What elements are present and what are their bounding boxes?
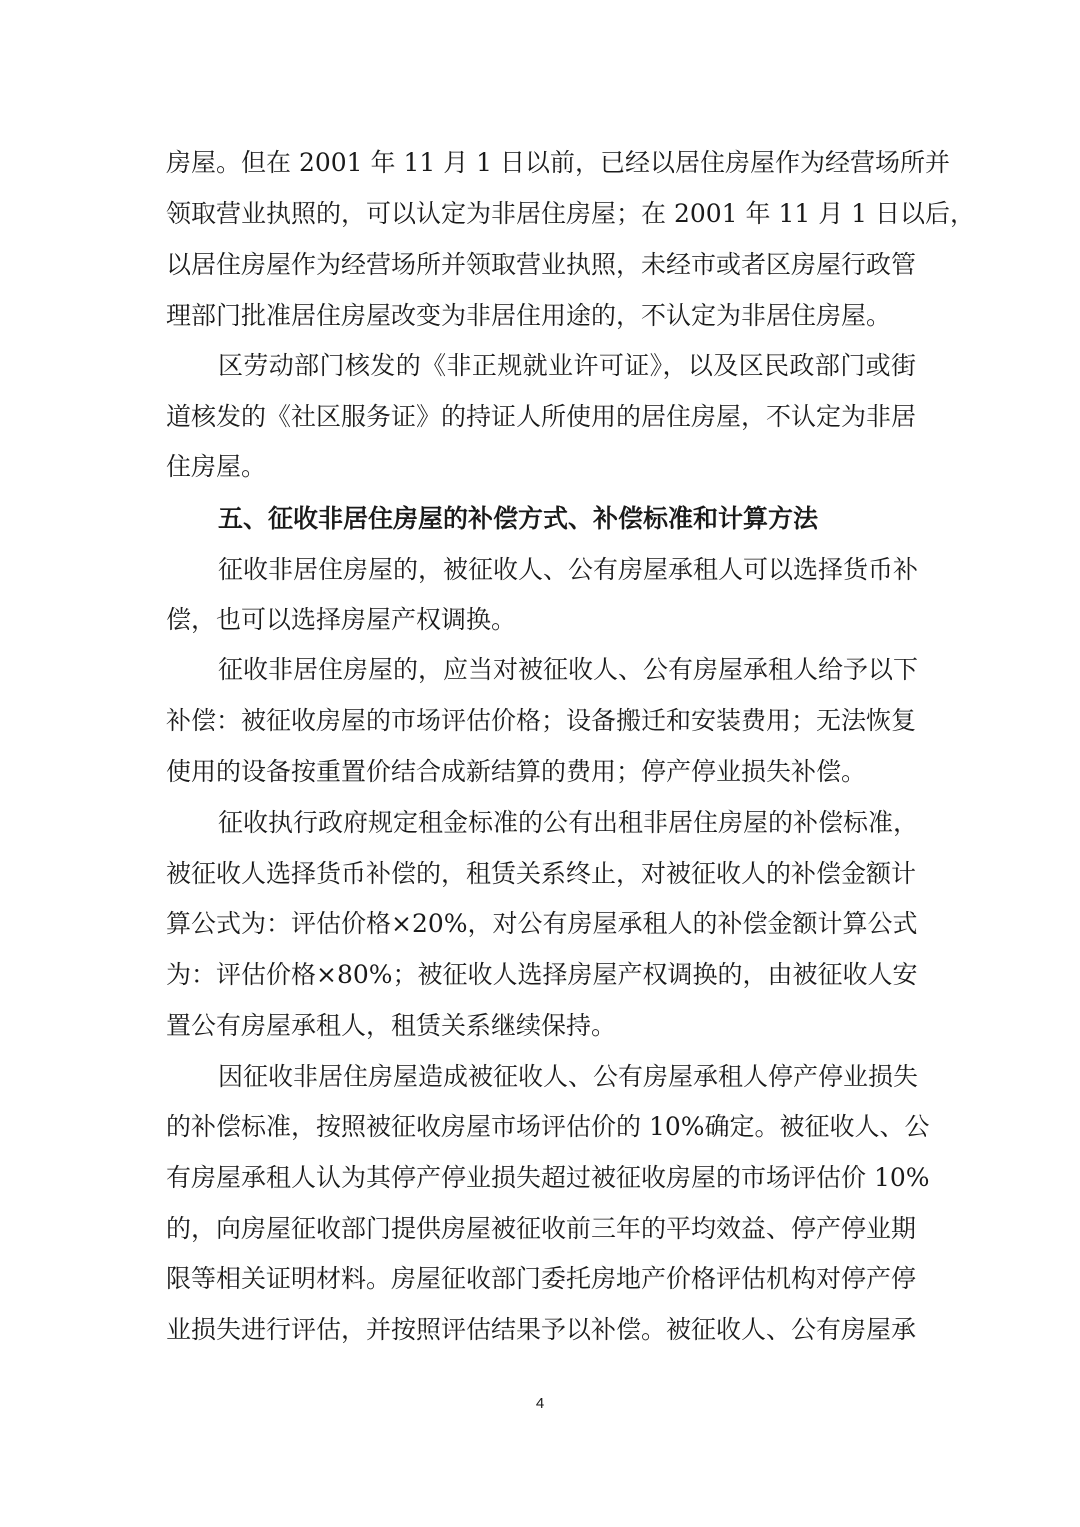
paragraph-start-line: 区劳动部门核发的《非正规就业许可证》，以及区民政部门或街: [218, 351, 916, 380]
text-line: 有房屋承租人认为其停产停业损失超过被征收房屋的市场评估价 10%: [166, 1163, 930, 1192]
text-line: 置公有房屋承租人，租赁关系继续保持。: [166, 1011, 617, 1040]
text-line: 为：评估价格×80%；被征收人选择房屋产权调换的，由被征收人安: [166, 960, 918, 989]
text-line: 领取营业执照的，可以认定为非居住房屋；在 2001 年 11 月 1 日以后，: [166, 199, 976, 228]
text-line: 住房屋。: [166, 452, 267, 481]
paragraph-start-line: 征收执行政府规定租金标准的公有出租非居住房屋的补偿标准，: [218, 808, 919, 837]
paragraph-start-line: 征收非居住房屋的，应当对被征收人、公有房屋承租人给予以下: [218, 655, 919, 684]
page-number: 4: [535, 1395, 545, 1412]
text-line: 道核发的《社区服务证》的持证人所使用的居住房屋，不认定为非居: [166, 402, 917, 431]
text-line: 算公式为：评估价格×20%，对公有房屋承租人的补偿金额计算公式: [166, 909, 918, 938]
paragraph-start-line: 征收非居住房屋的，被征收人、公有房屋承租人可以选择货币补: [218, 555, 919, 584]
text-line: 偿，也可以选择房屋产权调换。: [166, 605, 517, 634]
text-line: 补偿：被征收房屋的市场评估价格；设备搬迁和安装费用；无法恢复: [166, 706, 917, 735]
text-line: 被征收人选择货币补偿的，租赁关系终止，对被征收人的补偿金额计: [166, 859, 917, 888]
paragraph-start-line: 因征收非居住房屋造成被征收人、公有房屋承租人停产停业损失: [218, 1062, 919, 1091]
text-line: 的补偿标准，按照被征收房屋市场评估价的 10%确定。被征收人、公: [166, 1112, 930, 1141]
text-line: 理部门批准居住房屋改变为非居住用途的，不认定为非居住房屋。: [166, 301, 892, 330]
text-line: 使用的设备按重置价结合成新结算的费用；停产停业损失补偿。: [166, 757, 867, 786]
text-line: 房屋。但在 2001 年 11 月 1 日以前，已经以居住房屋作为经营场所并: [166, 148, 951, 177]
section-heading: 五、征收非居住房屋的补偿方式、补偿标准和计算方法: [218, 504, 819, 533]
text-line: 以居住房屋作为经营场所并领取营业执照，未经市或者区房屋行政管: [166, 250, 917, 279]
text-line: 的，向房屋征收部门提供房屋被征收前三年的平均效益、停产停业期: [166, 1214, 917, 1243]
text-line: 业损失进行评估，并按照评估结果予以补偿。被征收人、公有房屋承: [166, 1315, 917, 1344]
text-line: 限等相关证明材料。房屋征收部门委托房地产价格评估机构对停产停: [166, 1264, 917, 1293]
